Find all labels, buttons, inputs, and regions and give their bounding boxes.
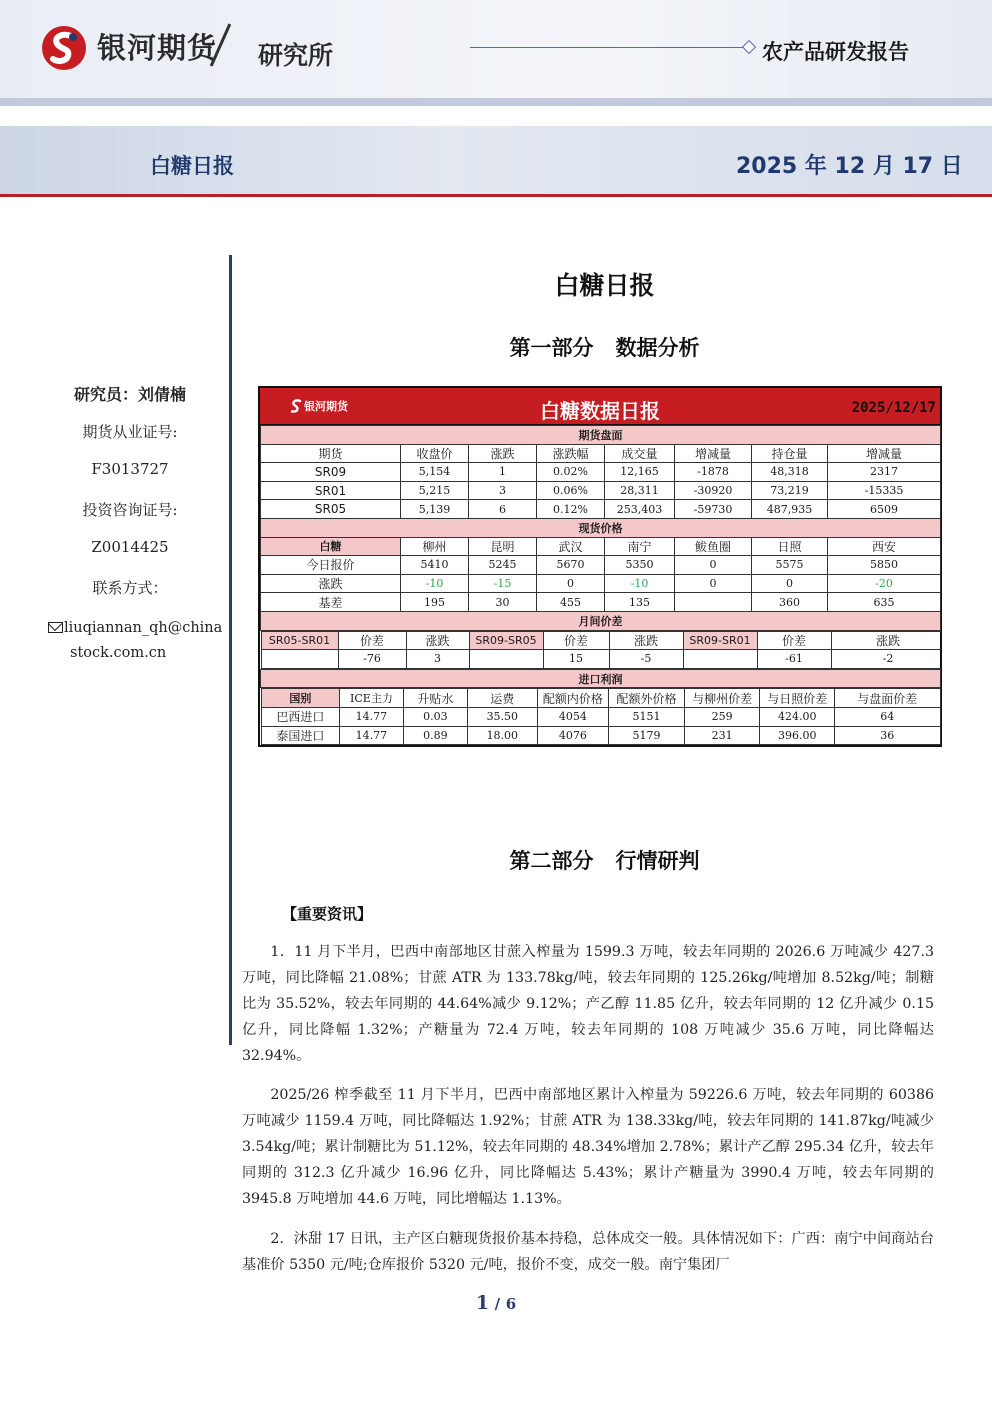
spread-block — [261, 630, 941, 669]
table-cell: 5,139 — [401, 500, 469, 519]
table-cell: 487,935 — [752, 500, 828, 519]
column-header: 涨跌幅 — [537, 444, 605, 463]
column-header: 武汉 — [537, 537, 605, 556]
table-row — [261, 537, 941, 556]
table-row — [261, 463, 941, 482]
table-cell: 18.00 — [468, 726, 538, 745]
table-cell: -2 — [831, 650, 941, 669]
column-header: 持仓量 — [752, 444, 828, 463]
column-header: 价差 — [338, 631, 406, 650]
document-title: 白糖日报 — [554, 271, 655, 300]
table-cell: 360 — [752, 593, 828, 612]
table-cell: 30 — [469, 593, 537, 612]
table-cell: 28,311 — [605, 481, 675, 500]
table-cell: 14.77 — [340, 726, 403, 745]
table-cell: -61 — [757, 650, 831, 669]
news-paragraph-3: 2．沐甜 17 日讯，主产区白糖现货报价基本持稳，总体成交一般。具体情况如下：广西：南宁中间商站台基准价 5350 元/吨;仓库报价 5320 元/吨，报价不变，成交一般。南宁集团厂 — [242, 1231, 934, 1273]
row-label: 泰国进口 — [261, 726, 340, 745]
table-cell: 5575 — [752, 556, 828, 575]
researcher-name: 研究员：刘倩楠 — [73, 385, 186, 404]
table-row — [261, 631, 941, 650]
table-cell: 36 — [835, 726, 940, 745]
news-paragraph-2: 2025/26 榨季截至 11 月下半月，巴西中南部地区累计入榨量为 59226.6 万吨，较去年同期的 60386 万吨减少 1159.4 万吨，同比降幅达 1.92%；甘蔗 ATR 为 138.33kg/吨，较去年同期的 141.87kg/吨减少 3.54kg/吨；累计制糖比为 51.12%，较去年同期的 48.34%增加 2.78%；累计产乙醇 295.34 亿升，较去年同期的 312.3 亿升减少 16.96 亿升，同比降幅达 5.43%；累计产糖量为 3990.4 万吨，较去年同期的 3945.8 万吨增加 44.6 万吨，同比增幅达 1.13%。 — [242, 1087, 934, 1207]
table-cell: 195 — [401, 593, 469, 612]
column-header: 价差 — [757, 631, 831, 650]
table-cell: 424.00 — [760, 707, 835, 726]
futures-cert-label: 期货从业证号: — [82, 423, 178, 441]
table-cell: 135 — [605, 593, 675, 612]
brand-name: 银河期货 — [97, 31, 218, 65]
table-cell: 396.00 — [760, 726, 835, 745]
table-cell: 3 — [469, 481, 537, 500]
import-block — [261, 688, 941, 745]
table-row — [261, 688, 941, 745]
table-header-bar — [260, 388, 940, 425]
table-cell: 5350 — [605, 556, 675, 575]
galaxy-logo-icon — [40, 24, 88, 72]
table-cell: 6 — [469, 500, 537, 519]
table-cell: 5850 — [828, 556, 941, 575]
table-cell: 6509 — [828, 500, 941, 519]
contract-label: SR05 — [261, 500, 401, 519]
section-header-spread: 月间价差 — [261, 611, 941, 630]
institute-name: 研究所 — [258, 41, 334, 70]
title-band-underline — [0, 194, 992, 197]
band-title: 白糖日报 — [150, 154, 234, 178]
column-header: 增减量 — [828, 444, 941, 463]
table-cell: 0.06% — [537, 481, 605, 500]
section-header-import: 进口利润 — [261, 669, 941, 688]
table-cell: 253,403 — [605, 500, 675, 519]
table-cell: 455 — [537, 593, 605, 612]
table-row — [261, 444, 941, 463]
row-label: 基差 — [261, 593, 401, 612]
column-header: 西安 — [828, 537, 941, 556]
column-header: 南宁 — [605, 537, 675, 556]
column-header: 运费 — [468, 689, 538, 708]
table-cell: -20 — [828, 574, 941, 593]
table-cell: 5,154 — [401, 463, 469, 482]
table-cell — [675, 593, 752, 612]
table-cell: 14.77 — [340, 707, 403, 726]
table-cell: 5151 — [609, 707, 685, 726]
page-number — [0, 1292, 992, 1314]
spread-contract-label: SR09-SR05 — [469, 631, 543, 650]
table-cell: 5670 — [537, 556, 605, 575]
header-rule — [470, 47, 745, 48]
current-page: 1 — [475, 1292, 490, 1314]
table-cell: 35.50 — [468, 707, 538, 726]
column-header: 增减量 — [675, 444, 752, 463]
sugar-data-table — [258, 386, 942, 747]
table-cell: -10 — [401, 574, 469, 593]
band-date: 2025 年 12 月 17 日 — [736, 154, 963, 179]
spread-contract-label: SR05-SR01 — [261, 631, 338, 650]
table-title: 白糖数据日报 — [540, 399, 660, 423]
table-cell: -10 — [605, 574, 675, 593]
total-pages: 6 — [505, 1295, 517, 1313]
table-cell: -1878 — [675, 463, 752, 482]
table-cell: 231 — [684, 726, 760, 745]
column-header: 涨跌 — [831, 631, 941, 650]
table-cell — [683, 650, 757, 669]
column-header: 柳州 — [401, 537, 469, 556]
table-cell: -59730 — [675, 500, 752, 519]
table-row — [261, 669, 941, 688]
table-cell: 0 — [675, 574, 752, 593]
table-cell: -5 — [609, 650, 683, 669]
table-row — [261, 650, 941, 669]
advisory-cert-label: 投资咨询证号: — [82, 501, 178, 519]
table-cell: 2317 — [828, 463, 941, 482]
table-cell: 0 — [537, 574, 605, 593]
table-row — [261, 518, 941, 537]
column-header: 收盘价 — [401, 444, 469, 463]
table-cell: 4076 — [537, 726, 609, 745]
header-stripe — [0, 98, 992, 106]
table-row — [261, 593, 941, 612]
table-cell: 635 — [828, 593, 941, 612]
column-header: 与日照价差 — [760, 689, 835, 708]
row-label: 巴西进口 — [261, 707, 340, 726]
table-row — [261, 556, 941, 575]
column-header: 成交量 — [605, 444, 675, 463]
table-cell: 3 — [406, 650, 469, 669]
mail-icon — [48, 622, 63, 633]
contract-label: SR01 — [261, 481, 401, 500]
table-cell: 0.89 — [403, 726, 467, 745]
column-header: 鲅鱼圈 — [675, 537, 752, 556]
futures-cert-number: F3013727 — [91, 460, 169, 478]
email-line-1[interactable]: liuqiannan_qh@china — [64, 620, 223, 636]
sidebar-divider — [229, 255, 232, 1045]
column-header: 涨跌 — [406, 631, 469, 650]
table-cell — [261, 650, 338, 669]
table-cell: 5410 — [401, 556, 469, 575]
data-grid — [260, 425, 941, 745]
news-paragraph-1: 1．11 月下半月，巴西中南部地区甘蔗入榨量为 1599.3 万吨，较去年同期的 2026.6 万吨减少 427.3 万吨，同比降幅 21.08%；甘蔗 ATR 为 133.78kg/吨，较去年同期的 125.26kg/吨增加 8.52kg/吨；制糖比为 35.52%，较去年同期的 44.64%减少 9.12%；产乙醇 11.85 亿升，较去年同期的 12 亿升减少 0.15 亿升，同比降幅 1.32%；产糖量为 72.4 万吨，较去年同期的 108 万吨减少 35.6 万吨，同比降幅达 32.94%。 — [242, 944, 934, 1064]
table-row — [261, 500, 941, 519]
section-header-spot: 现货价格 — [261, 518, 941, 537]
email-line-2[interactable]: stock.com.cn — [70, 645, 167, 661]
table-cell: 0.12% — [537, 500, 605, 519]
page-separator: / — [494, 1295, 501, 1313]
column-header: 配额外价格 — [609, 689, 685, 708]
table-date: 2025/12/17 — [851, 400, 936, 416]
news-heading: 【重要资讯】 — [282, 905, 373, 923]
table-cell: -15335 — [828, 481, 941, 500]
table-cell: -15 — [469, 574, 537, 593]
header-gap — [0, 106, 992, 126]
table-cell: -76 — [338, 650, 406, 669]
table-cell: 0 — [752, 574, 828, 593]
column-header: 价差 — [543, 631, 609, 650]
table-cell: 4054 — [537, 707, 609, 726]
row-label: 涨跌 — [261, 574, 401, 593]
table-cell: 64 — [835, 707, 940, 726]
table-cell: 48,318 — [752, 463, 828, 482]
contact-label: 联系方式： — [92, 579, 168, 597]
table-row — [261, 481, 941, 500]
table-cell: 15 — [543, 650, 609, 669]
import-grid — [261, 688, 941, 745]
column-header: 昆明 — [469, 537, 537, 556]
column-header: 涨跌 — [469, 444, 537, 463]
section-header-futures: 期货盘面 — [261, 426, 941, 445]
column-header: 与柳州价差 — [684, 689, 760, 708]
column-header: 日照 — [752, 537, 828, 556]
table-row — [261, 426, 941, 445]
column-header: 配额内价格 — [537, 689, 609, 708]
table-logo-text: 银河期货 — [304, 400, 348, 413]
table-cell: 1 — [469, 463, 537, 482]
table-row — [261, 611, 941, 630]
column-header: ICE主力 — [340, 689, 403, 708]
contract-label: SR09 — [261, 463, 401, 482]
table-cell — [469, 650, 543, 669]
advisory-cert-number: Z0014425 — [91, 538, 169, 556]
row-label: 国别 — [261, 689, 340, 708]
table-cell: 0.02% — [537, 463, 605, 482]
column-header: 白糖 — [261, 537, 401, 556]
section-title-data: 第一部分 数据分析 — [509, 336, 700, 360]
section-title-market: 第二部分 行情研判 — [509, 849, 700, 873]
table-row — [261, 707, 940, 726]
table-row — [261, 689, 940, 708]
column-header: 与盘面价差 — [835, 689, 940, 708]
table-row — [261, 726, 940, 745]
table-cell: 5,215 — [401, 481, 469, 500]
table-cell: -30920 — [675, 481, 752, 500]
column-header: 期货 — [261, 444, 401, 463]
table-row — [261, 574, 941, 593]
table-cell: 0 — [675, 556, 752, 575]
column-header: 升贴水 — [403, 689, 467, 708]
table-cell: 5179 — [609, 726, 685, 745]
table-cell: 5245 — [469, 556, 537, 575]
column-header: 涨跌 — [609, 631, 683, 650]
spread-grid — [261, 631, 941, 669]
report-type: 农产品研发报告 — [762, 40, 909, 64]
table-cell: 12,165 — [605, 463, 675, 482]
table-row — [261, 630, 941, 669]
table-cell: 0.03 — [403, 707, 467, 726]
table-cell: 73,219 — [752, 481, 828, 500]
row-label: 今日报价 — [261, 556, 401, 575]
table-cell: 259 — [684, 707, 760, 726]
contact-email[interactable] — [48, 616, 228, 666]
spread-contract-label: SR09-SR01 — [683, 631, 757, 650]
